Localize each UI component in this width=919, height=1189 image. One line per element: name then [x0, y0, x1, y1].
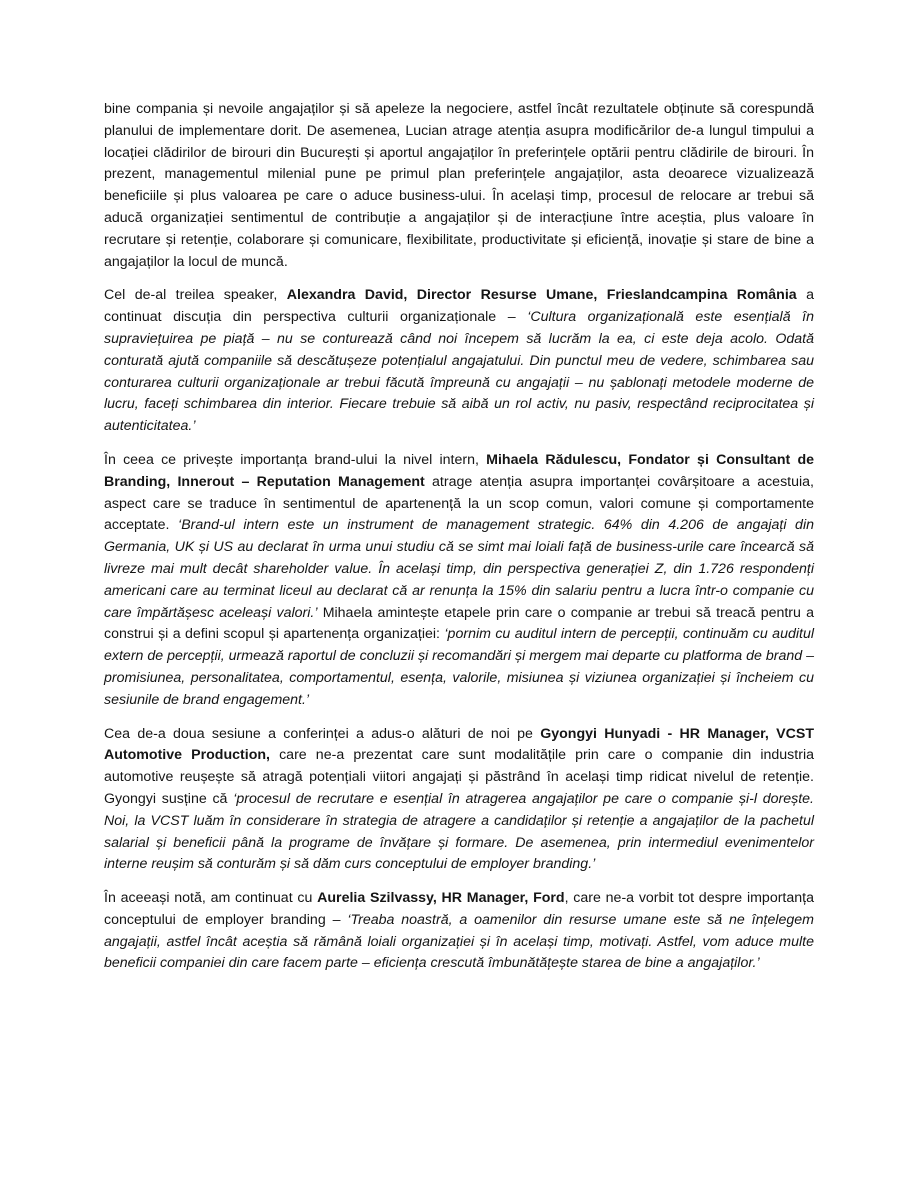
text-run-regular: Cel de-al treilea speaker,: [104, 287, 287, 304]
paragraph: [104, 99, 814, 273]
text-run-regular: bine compania și nevoile angajaților și să apeleze la negociere, astfel încât rezultatele obținute să corespundă planului de implementare dorit. De asemenea, Lucian atrage atenția asupra modificărilor de-a lungul timpului a locației clădirilor de birouri din București și aportul angajaților în preferințele optării pentru clădirile de birouri. În prezent, managementul milenial pune pe primul plan preferințele angajaților, asta deoarece vizualizează beneficiile și plus valoarea pe care o aduce business-ului. În același timp, procesul de relocare ar trebui să aducă organizației sentimentul de contribuție a angajaților și de interacțiune între aceștia, plus valoare în recrutare și retenție, colaborare și comunicare, flexibilitate, productivitate și eficiență, inovație și stare de bine a angajaților la locul de muncă.: [104, 101, 814, 270]
text-run-italic: ‘procesul de recrutare e esențial în atragerea angajaților pe care o companie și-l dorește. Noi, la VCST luăm în considerare în strategia de atragere a candidaților și retenție a angajaților de la pachetul salarial și beneficii până la programe de învățare și formare. De asemenea, prin intermediul evenimentelor interne reușim să conturăm și să dăm curs conceptului de employer branding.’: [104, 790, 814, 873]
text-run-regular: Cea de-a doua sesiune a conferinței a adus-o alături de noi pe: [104, 725, 541, 742]
text-run-bold: Mihaela Rădulescu, Fondator și Consultant de Branding, Innerout – Reputation Management: [104, 451, 814, 490]
text-run-regular: În aceeași notă, am continuat cu: [104, 890, 318, 907]
text-run-regular: În ceea ce privește importanța brand-ului la nivel intern,: [104, 451, 487, 468]
text-run-regular: care ne-a prezentat care sunt modalitățile prin care o companie din industria automotive reușește să atragă potențiali viitori angajați și păstrând în același timp ridicat nivelul de retenție. Gyongyi susține că: [104, 747, 814, 807]
text-run-italic: ‘Cultura organizațională este esențială în supraviețuirea pe piață – nu se conturează când noi începem să lucrăm la ea, ci este deja acolo. Odată conturată ajută companiile să descătușeze potențialul angajatului. Din punctul meu de vedere, schimbarea sau conturarea culturii organizaționale ar trebui făcută împreună cu angajații – nu șablonați metodele moderne de lucru, faceți schimbarea din interior. Fiecare trebuie să aibă un rol activ, nu pasiv, respectând reciprocitatea și autenticitatea.’: [104, 309, 814, 435]
text-run-italic: ‘Treaba noastră, a oamenilor din resurse umane este să ne înțelegem angajații, astfel încât aceștia să rămână loiali organizației și în același timp, motivați. Astfel, vom aduce multe beneficii companiei din care facem parte – eficiența crescută îmbunătățește starea de bine a angajaților.’: [104, 911, 814, 972]
text-run-regular: Mihaela amintește etapele prin care o companie ar trebui să treacă pentru a construi și a defini scopul și apartenența organizației:: [104, 604, 814, 643]
paragraph: [104, 285, 814, 438]
text-run-bold: Alexandra David, Director Resurse Umane, Frieslandcampina România: [286, 287, 797, 304]
text-run-italic: ‘Brand-ul intern este un instrument de management strategic. 64% din 4.206 de angajați din Germania, UK și US au declarat în urma unui studiu că se simt mai loiali față de business-urile care încearcă să livreze mai mult decât shareholder value. În același timp, din perspectiva generației Z, din 1.726 respondenți americani care au terminat liceul au declarat că ar renunța la 15% din salariu pentru a lucra într-o companie cu care împărtășesc aceleași valori.’: [104, 517, 814, 621]
document-body: [104, 99, 814, 987]
text-run-regular: atrage atenția asupra importanței covârșitoare a acestuia, aspect care se traduce în sentimentul de apartenență la un scop comun, valori comune și comportamente acceptate.: [104, 473, 814, 534]
paragraph: [104, 450, 814, 712]
text-run-bold: Aurelia Szilvassy, HR Manager, Ford: [317, 890, 565, 907]
paragraph: [104, 724, 814, 877]
paragraph: [104, 888, 814, 975]
text-run-bold: Gyongyi Hunyadi - HR Manager, VCST Automotive Production,: [104, 725, 814, 764]
text-run-regular: a continuat discuția din perspectiva culturii organizaționale –: [104, 287, 814, 326]
text-run-italic: ‘pornim cu auditul intern de percepții, continuăm cu auditul extern de percepții, urmează raportul de concluzii și recomandări și mergem mai departe cu platforma de brand – promisiunea, personalitatea, comportamentul, esența, valorile, misiunea și viziunea organizației și încheiem cu sesiunile de brand engagement.’: [104, 626, 814, 708]
text-run-regular: , care ne-a vorbit tot despre importanța conceptului de employer branding –: [104, 890, 814, 928]
